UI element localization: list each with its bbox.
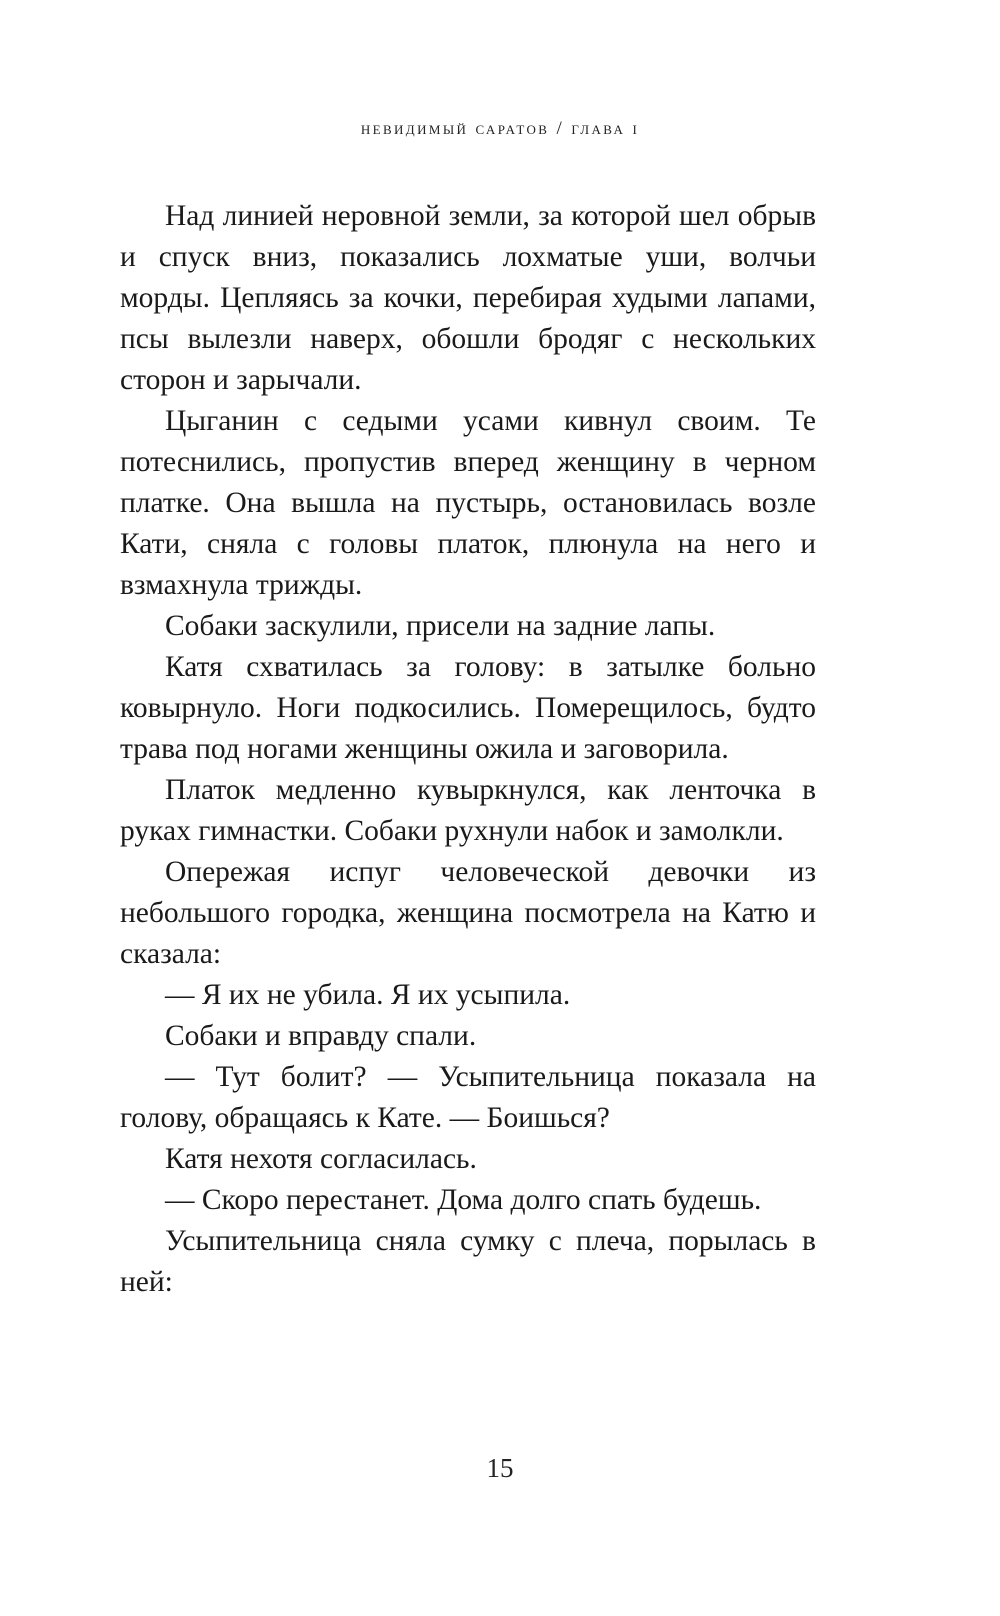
- page-number: 15: [486, 1453, 514, 1483]
- paragraph: Собаки заскулили, присели на задние лапы.: [165, 610, 716, 642]
- paragraph: — Я их не убила. Я их усыпила.: [165, 979, 571, 1011]
- paragraph: — Тут болит? — Усыпительница показала на голову, обращаясь к Кате. — Боишься?: [120, 1061, 816, 1134]
- paragraph: Катя нехотя согласилась.: [165, 1143, 477, 1175]
- paragraph: Платок медленно кувыркнулся, как ленточка в руках гимнастки. Собаки рухнули набок и замолкли.: [120, 774, 816, 847]
- paragraph: Катя схватилась за голову: в затылке больно ковырнуло. Ноги подкосились. Померещилось, будто трава под ногами женщины ожила и заговорила.: [120, 651, 816, 765]
- paragraph: Опережая испуг человеческой девочки из небольшого городка, женщина посмотрела на Катю и сказала:: [120, 856, 816, 970]
- paragraph: Цыганин с седыми усами кивнул своим. Те потеснились, пропустив вперед женщину в черном платке. Она вышла на пустырь, остановилась возле Кати, сняла с головы платок, плюнула на него и взмахнула трижды.: [120, 405, 816, 601]
- paragraph: — Скоро перестанет. Дома долго спать будешь.: [165, 1184, 762, 1216]
- paragraph: Над линией неровной земли, за которой шел обрыв и спуск вниз, показались лохматые уши, волчьи морды. Цепляясь за кочки, перебирая худыми лапами, псы вылезли наверх, обошли бродяг с нескольких сторон и зарычали.: [120, 200, 816, 396]
- paragraph: Собаки и вправду спали.: [165, 1020, 477, 1052]
- paragraph: Усыпительница сняла сумку с плеча, порылась в ней:: [120, 1225, 816, 1298]
- body-text: [120, 196, 816, 1303]
- running-head: невидимый саратов / глава i: [360, 118, 640, 139]
